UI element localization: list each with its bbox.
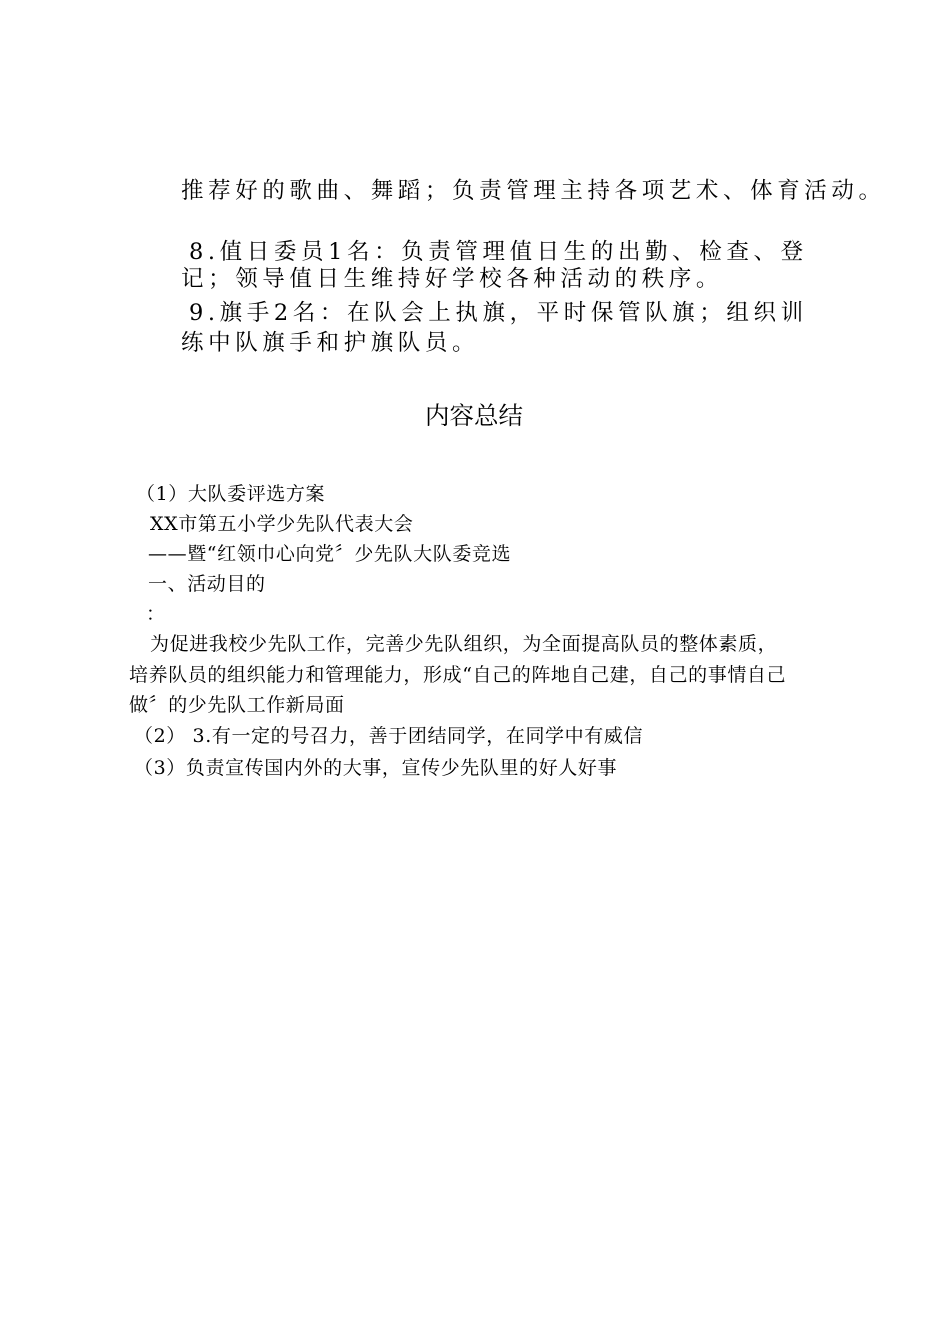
summary-line: （2） 3.有一定的号召力，善于团结同学，在同学中有威信	[134, 725, 644, 747]
item-9-line-1: 9.旗手2名：在队会上执旗，平时保管队旗；组织训	[189, 300, 808, 326]
item-8-line-1: 8.值日委员1名：负责管理值日生的出勤、检查、登	[189, 239, 808, 265]
summary-line: ：	[146, 603, 166, 625]
summary-line: （1）大队委评选方案	[136, 483, 326, 505]
item-8-line-2: 记；领导值日生维持好学校各种活动的秩序。	[181, 266, 724, 292]
summary-line: 做〞的少先队工作新局面	[129, 694, 345, 716]
summary-line: ——暨“红领巾心向党〞少先队大队委竞选	[148, 543, 512, 565]
summary-line: XX市第五小学少先队代表大会	[150, 513, 414, 535]
summary-line: 一、活动目的	[148, 573, 266, 595]
paragraph-line-1: 推荐好的歌曲、舞蹈；负责管理主持各项艺术、体育活动。	[181, 178, 886, 204]
summary-line: 为促进我校少先队工作，完善少先队组织，为全面提高队员的整体素质，	[150, 633, 778, 655]
summary-line: （3）负责宣传国内外的大事，宣传少先队里的好人好事	[134, 757, 618, 779]
item-9-line-2: 练中队旗手和护旗队员。	[181, 330, 480, 356]
summary-line: 培养队员的组织能力和管理能力，形成“自己的阵地自己建，自己的事情自己	[129, 664, 787, 686]
summary-title: 内容总结	[425, 401, 523, 430]
